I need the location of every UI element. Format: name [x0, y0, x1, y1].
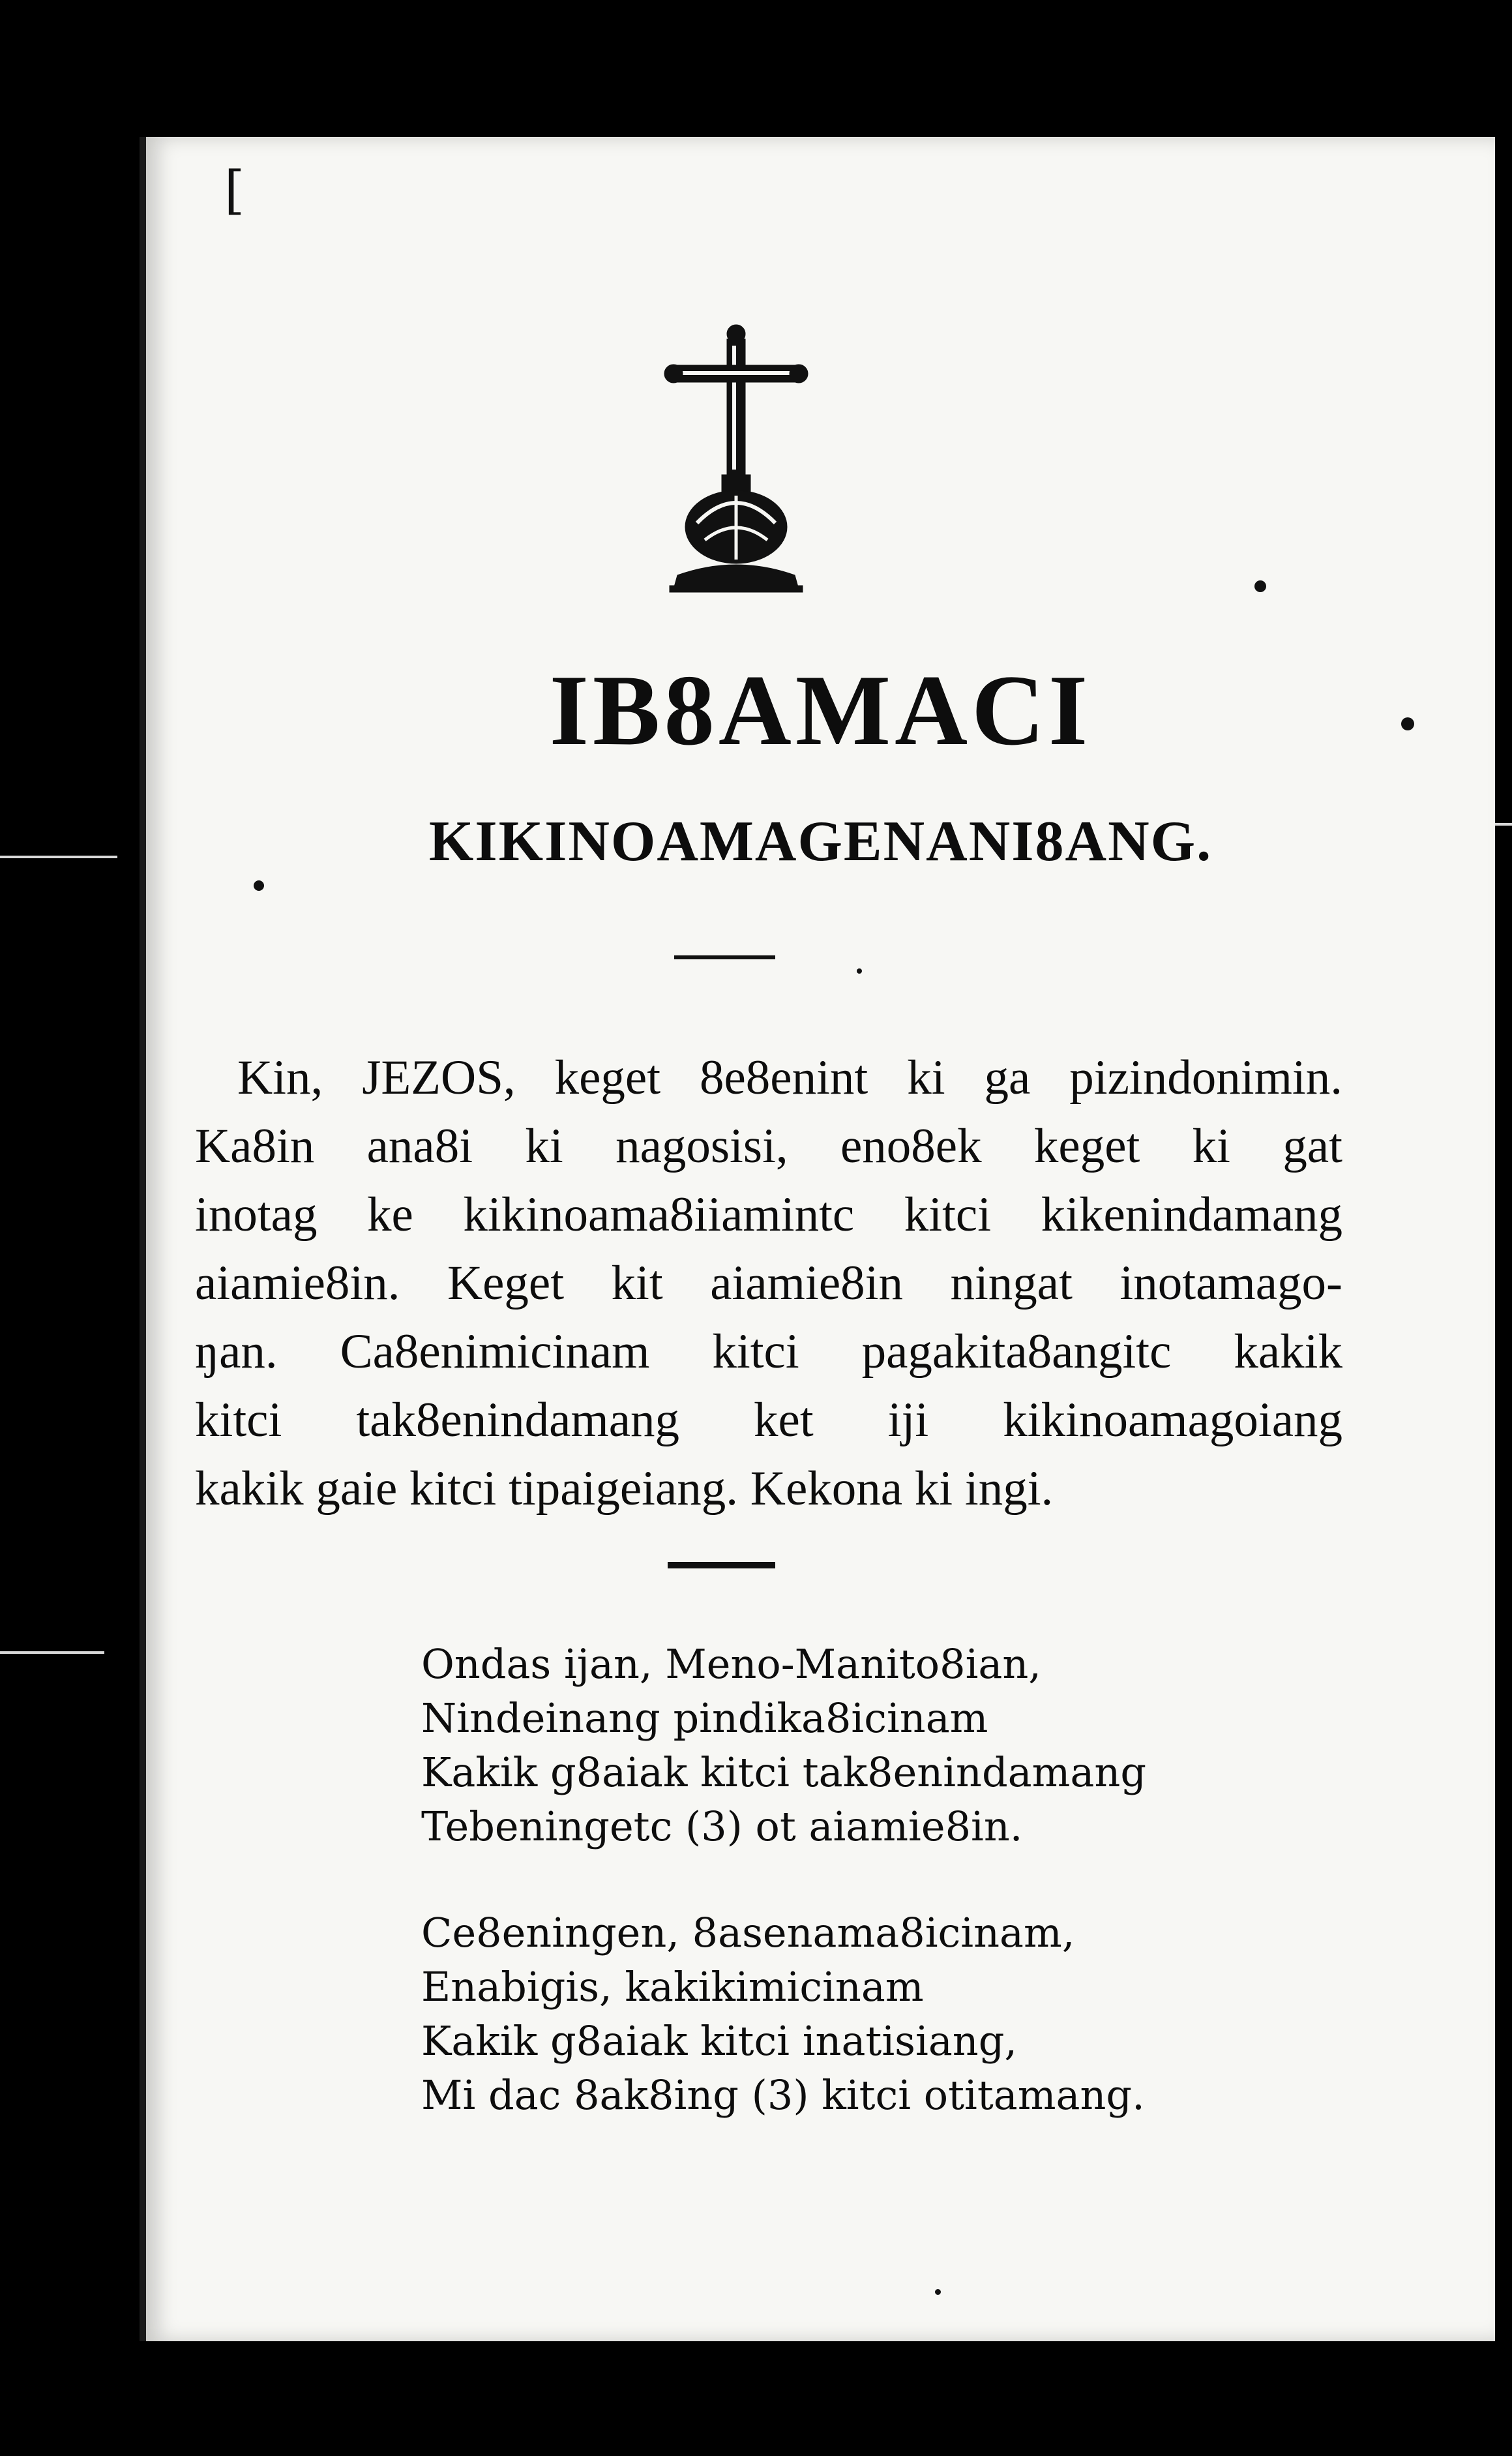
line-text: , keget 8e8enint ki ga pizindonimin.	[503, 1051, 1342, 1105]
paragraph-line	[195, 1043, 1342, 1112]
name-small-caps: EZOS	[381, 1051, 503, 1105]
paragraph-line: kitci tak8enindamang ket iji kikinoamagoiang	[195, 1393, 1342, 1447]
margin-rule-left	[0, 856, 117, 858]
ink-speck	[1254, 580, 1266, 592]
verse-line: Kakik g8aiak kitci inatisiang,	[421, 2017, 1018, 2065]
page-subtitle: KIKINOAMAGENANI8ANG.	[428, 810, 1213, 873]
margin-rule-left-lower	[0, 1651, 104, 1654]
verse-line: Kakik g8aiak kitci tak8enindamang	[421, 1748, 1147, 1796]
verse-line: Ondas ijan, Meno-Manito8ian,	[421, 1640, 1042, 1688]
verse-line: Nindeinang pindika8icinam	[421, 1694, 988, 1742]
divider-rule	[668, 1562, 775, 1568]
cross-ornament-icon	[651, 320, 821, 593]
verse-line: Enabigis, kakikimicinam	[421, 1963, 924, 2011]
divider-rule	[674, 955, 775, 959]
paragraph-line: kakik gaie kitci tipaigeiang. Kekona ki ingi.	[195, 1461, 1054, 1516]
line-text: Kin,	[237, 1051, 363, 1105]
book-page	[140, 137, 1495, 2341]
intro-paragraph	[195, 1043, 1342, 1523]
page-title: IB8AMACI	[549, 654, 1092, 766]
ink-speck	[1401, 717, 1414, 730]
verse-line: Tebeningetc (3) ot aiamie8in.	[421, 1803, 1023, 1850]
verse-line: Mi dac 8ak8ing (3) kitci otitamang.	[421, 2071, 1145, 2119]
hymn-stanza	[421, 1637, 1146, 1853]
page-mark: [	[224, 160, 245, 220]
verse-line: Ce8eningen, 8asenama8icinam,	[421, 1909, 1075, 1956]
paragraph-line: inotag ke kikinoama8iiamintc kitci kikenindamang	[195, 1188, 1342, 1242]
paragraph-line: Ka8in ana8i ki nagosisi, eno8ek keget ki gat	[195, 1119, 1342, 1173]
ink-speck	[935, 2289, 941, 2295]
hymn-stanza	[421, 1906, 1145, 2122]
ink-speck	[254, 880, 264, 891]
paragraph-line: aiamie8in. Keget kit aiamie8in ningat inotamago-	[195, 1256, 1342, 1310]
paragraph-line: ŋan. Ca8enimicinam kitci pagakita8angitc kakik	[195, 1325, 1342, 1379]
ink-speck	[857, 968, 862, 974]
name-initial: J	[362, 1051, 381, 1105]
